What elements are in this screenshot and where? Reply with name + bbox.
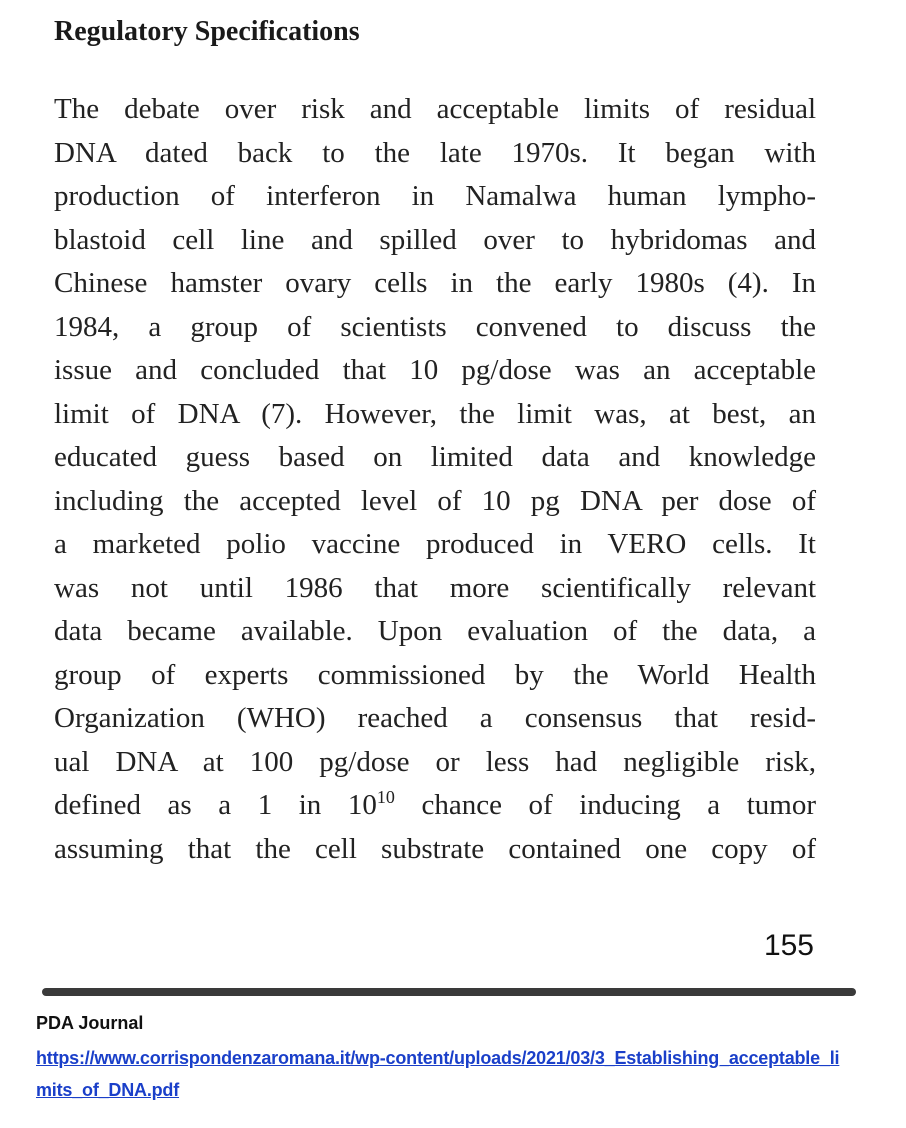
paragraph-line: assuming that the cell substrate contained one copy of (54, 832, 816, 865)
paragraph-line: a marketed polio vaccine produced in VERO cells. It (54, 528, 816, 560)
source-title: PDA Journal (36, 1013, 144, 1033)
paragraph-line: including the accepted level of 10 pg DNA per dose of (54, 484, 816, 517)
paragraph-line: issue and concluded that 10 pg/dose was an acceptable (54, 354, 816, 386)
paragraph-line: data became available. Upon evaluation of the data, a (54, 615, 816, 647)
source-url-link[interactable]: https://www.corrispondenzaromana.it/wp-content/uploads/2021/03/3_Establishing_acceptable_limits_of_DNA.pdf (36, 1048, 840, 1100)
paragraph-line: blastoid cell line and spilled over to hybridomas and (54, 223, 816, 256)
line-text-before-exponent: defined as a 1 in 10 (54, 789, 377, 821)
paragraph-line: 1984, a group of scientists convened to discuss the (54, 310, 816, 343)
paragraph-line: DNA dated back to the late 1970s. It began with (54, 136, 816, 169)
body-paragraph (54, 88, 816, 871)
divider-rule (42, 988, 856, 996)
section-heading: Regulatory Specifications (54, 16, 360, 47)
paragraph-line: Chinese hamster ovary cells in the early 1980s (4). In (54, 267, 816, 299)
paragraph-line: was not until 1986 that more scientifically relevant (54, 571, 816, 604)
paragraph-line: educated guess based on limited data and knowledge (54, 441, 816, 473)
paragraph-line-with-exponent (54, 784, 816, 828)
paragraph-line: limit of DNA (7). However, the limit was, at best, an (54, 397, 816, 430)
paragraph-line: production of interferon in Namalwa human lympho- (54, 180, 816, 212)
page-number: 155 (763, 929, 814, 962)
paragraph-line: The debate over risk and acceptable limits of residual (54, 93, 816, 125)
paragraph-line: group of experts commissioned by the World Health (54, 658, 816, 691)
paragraph-line: ual DNA at 100 pg/dose or less had negligible risk, (54, 745, 816, 778)
line-text-after-exponent: chance of inducing a tumor (394, 789, 816, 821)
paragraph-line: Organization (WHO) reached a consensus that resid- (54, 702, 816, 734)
exponent-superscript: 10 (376, 787, 395, 807)
